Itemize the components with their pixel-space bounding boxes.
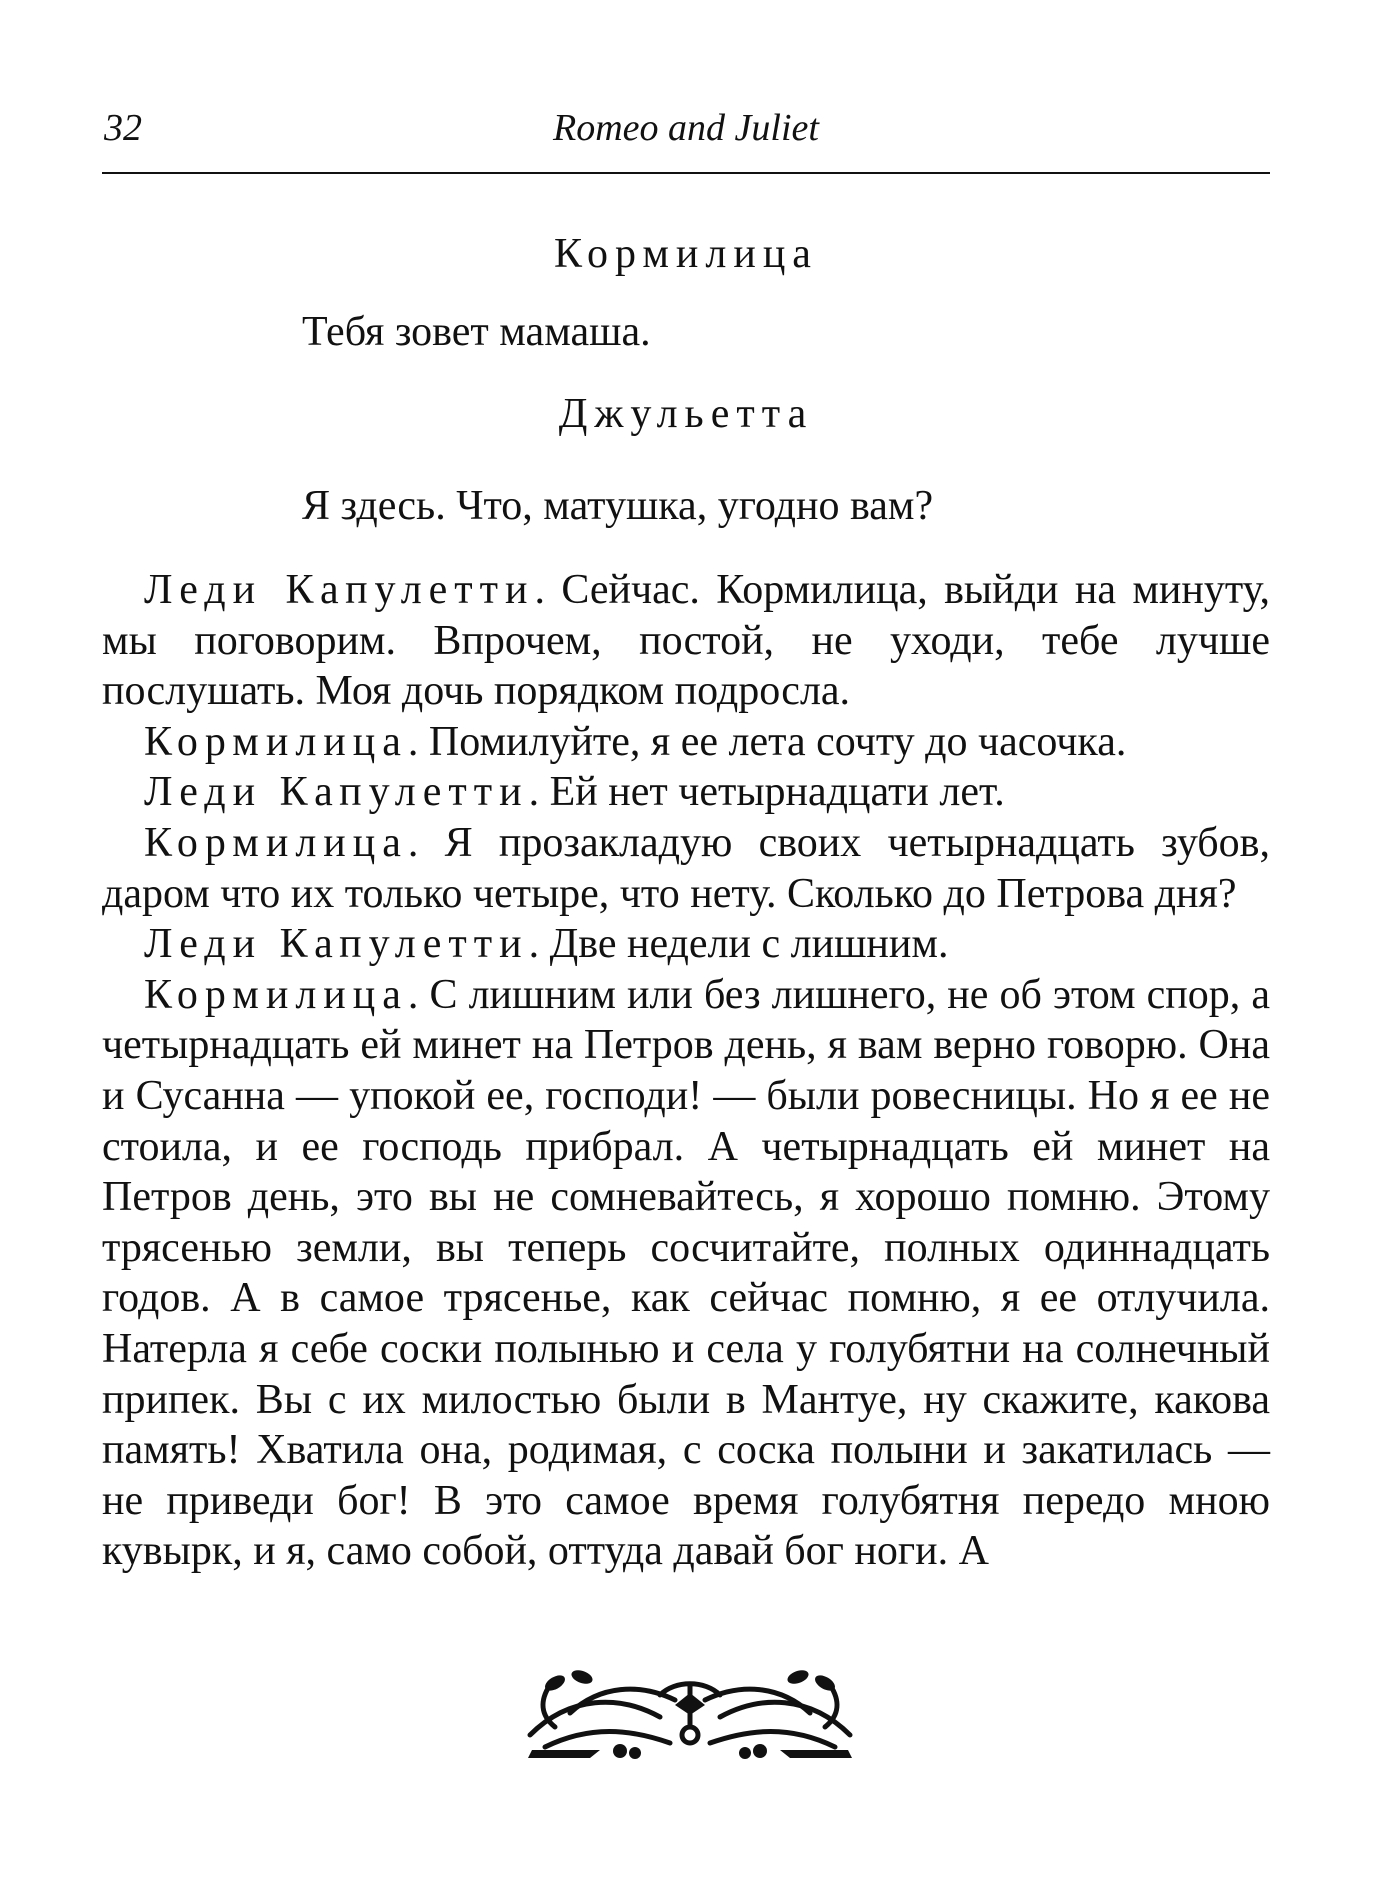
speaker-name: Кормилица [144,819,408,866]
verse-line-juliet: Я здесь. Что, матушка, угодно вам? [302,483,934,529]
header-rule [102,172,1270,174]
running-head [102,100,1270,160]
speaker-name: Леди Капулетти [144,567,535,613]
speech-text: С лишним или без лишнего, не об этом спор, а четырнадцать ей минет на Петров день, я вам верно говорю. Она и Сусанна — упокой ее, господи! — были ровесницы. Но я ее не стоила, и ее господь прибрал. А четырнадцать ей минет на Петров день, это вы не сомневайтесь, я хорошо помню. Этому трясенью земли, вы теперь сосчитайте, полных одиннадцать годов. А в самое трясенье, как сейчас помню, я ее отлучила. Натерла я себе соски полынью и села у голубятни на солнечный припек. Вы с их милостью были в Мантуе, ну скажите, какова память! Хватила она, родимая, с соска полыни и закатилась — не приведи бог! В это самое время голубятня передо мною кувырк, и я, само собой, оттуда давай бог ноги. А [102,971,1270,1575]
dialogue-body [102,565,1270,1577]
speech-text: Две недели с лишним. [549,921,949,968]
verse-line-nurse: Тебя зовет мамаша. [302,309,651,355]
dialogue-paragraph: Леди Капулетти. Две недели с лишним. [144,921,949,968]
speaker-name: Леди Капулетти [144,921,529,968]
dialogue-paragraph: Леди Капулетти. Ей нет четырнадцати лет. [144,769,1005,816]
speech-text: Я прозакладую своих четырнадцать зубов, даром что их только четыре, что нету. Сколько до Петрова дня? [102,819,1271,917]
dialogue-paragraph: Леди Капулетти. Сейчас. Кормилица, выйди на минуту, мы поговорим. Впрочем, постой, не уходи, тебе лучше послушать. Моя дочь порядком подросла. [102,567,1270,715]
speaker-heading-nurse: Кормилица [554,231,818,277]
dialogue-paragraph: Кормилица. С лишним или без лишнего, не об этом спор, а четырнадцать ей минет на Петров день, я вам верно говорю. Она и Сусанна — упокой ее, господи! — были ровесницы. Но я ее не стоила, и ее господь прибрал. А четырнадцать ей минет на Петров день, это вы не сомневайтесь, я хорошо помню. Этому трясенью земли, вы теперь сосчитайте, полных одиннадцать годов. А в самое трясенье, как сейчас помню, я ее отлучила. Натерла я себе соски полынью и села у голубятни на солнечный припек. Вы с их милостью были в Мантуе, ну скажите, какова память! Хватила она, родимая, с соска полыни и закатилась — не приведи бог! В это самое время голубятня передо мною кувырк, и я, само собой, оттуда давай бог ноги. А [102,971,1270,1575]
running-title: Romeo and Juliet [553,107,819,149]
floral-ornament-icon [510,1655,870,1765]
speaker-name: Леди Капулетти [144,769,529,816]
page-number: 32 [104,107,142,149]
speaker-name: Кормилица [144,971,408,1018]
speech-text: Сейчас. Кормилица, выйди на минуту, мы поговорим. Впрочем, постой, не уходи, тебе лучше послушать. Моя дочь порядком подросла. [102,567,1270,715]
speaker-name: Кормилица [144,718,408,765]
speaker-heading-juliet: Джульетта [558,391,814,437]
dialogue-paragraph: Кормилица. Я прозакладую своих четырнадцать зубов, даром что их только четыре, что нету. Сколько до Петрова дня? [102,819,1271,917]
dialogue-paragraph: Кормилица. Помилуйте, я ее лета сочту до часочка. [144,718,1127,765]
speech-text: Помилуйте, я ее лета сочту до часочка. [428,718,1127,765]
speech-text: Ей нет четырнадцати лет. [549,769,1005,816]
